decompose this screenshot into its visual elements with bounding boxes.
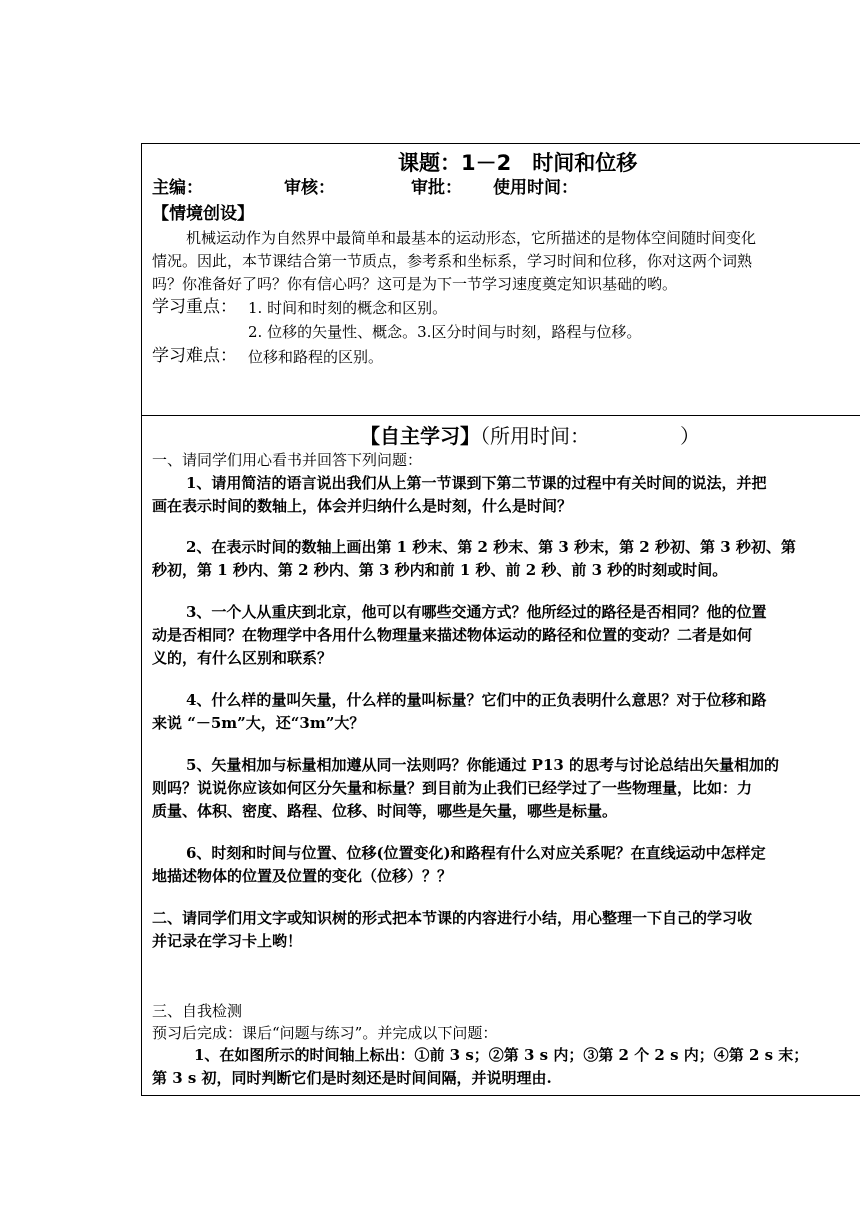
question-line: 动是否相同？在物理学中各用什么物理量来描述物体运动的路径和位置的变动？二者是如何 bbox=[152, 626, 753, 644]
self-study-time: （所用时间： ） bbox=[480, 424, 700, 448]
lesson-header-section bbox=[142, 144, 860, 416]
question-line: 画在表示时间的数轴上，体会并归纳什么是时刻，什么是时间？ bbox=[152, 497, 573, 515]
self-study-title bbox=[360, 420, 700, 449]
reviewer-label: 审核： bbox=[284, 178, 335, 198]
question-line: 质量、体积、密度、路程、位移、时间等，哪些是矢量，哪些是标量。 bbox=[152, 802, 618, 820]
intro-line: 吗？你准备好了吗？你有信心吗？这可是为下一节学习速度奠定知识基础的哟。 bbox=[152, 275, 678, 293]
part3-question-line: 第 3 s 初，同时判断它们是时刻还是时间间隔，并说明理由. bbox=[152, 1069, 552, 1087]
question-line: 2、在表示时间的数轴上画出第 1 秒末、第 2 秒末、第 3 秒末，第 2 秒初、第 3 秒初、第 bbox=[186, 538, 796, 556]
question-line: 3、一个人从重庆到北京，他可以有哪些交通方式？他所经过的路径是否相同？他的位置 bbox=[186, 603, 767, 621]
question-line: 1、请用简洁的语言说出我们从上第一节课到下第二节课的过程中有关时间的说法，并把 bbox=[186, 474, 767, 492]
lesson-title: 课题：1－2 时间和位移 bbox=[398, 151, 638, 175]
focus-item: 2. 位移的矢量性、概念。3.区分时间与时刻，路程与位移。 bbox=[248, 323, 642, 341]
intro-heading: 【情境创设】 bbox=[152, 204, 254, 224]
part2-line: 并记录在学习卡上哟！ bbox=[152, 932, 303, 950]
part3-heading: 三、自我检测 bbox=[152, 1002, 243, 1020]
lesson-sheet bbox=[141, 143, 860, 1096]
intro-line: 机械运动作为自然界中最简单和最基本的运动形态，它所描述的是物体空间随时间变化 bbox=[186, 229, 757, 247]
intro-line: 情况。因此，本节课结合第一节质点，参考系和坐标系，学习时间和位移，你对这两个词熟 bbox=[152, 252, 753, 270]
part2-line: 二、请同学们用文字或知识树的形式把本节课的内容进行小结，用心整理一下自己的学习收 bbox=[152, 909, 753, 927]
question-line: 6、时刻和时间与位置、位移(位置变化)和路程有什么对应关系呢？在直线运动中怎样定 bbox=[186, 844, 766, 862]
question-line: 义的，有什么区别和联系？ bbox=[152, 649, 333, 667]
question-line: 秒初，第 1 秒内、第 2 秒内、第 3 秒内和前 1 秒、前 2 秒、前 3 秒的时刻或时间。 bbox=[152, 561, 728, 579]
part3-question-line: 1、在如图所示的时间轴上标出：①前 3 s；②第 3 s 内；③第 2 个 2 s 内；④第 2 s 末； bbox=[194, 1046, 809, 1064]
question-line: 来说 “－5m”大，还“3m”大？ bbox=[152, 714, 365, 732]
difficulty-label: 学习难点： bbox=[152, 346, 237, 366]
usage-time-label: 使用时间： bbox=[493, 178, 578, 198]
self-study-title-bold: 【自主学习】 bbox=[360, 424, 480, 448]
question-line: 4、什么样的量叫矢量，什么样的量叫标量？它们中的正负表明什么意思？对于位移和路 bbox=[186, 691, 767, 709]
question-line: 则吗？说说你应该如何区分矢量和标量？到目前为止我们已经学过了一些物理量，比如：力 bbox=[152, 779, 753, 797]
self-study-section bbox=[142, 416, 860, 1095]
focus-item: 1. 时间和时刻的概念和区别。 bbox=[248, 299, 448, 317]
editor-label: 主编： bbox=[152, 178, 203, 198]
part1-heading: 一、请同学们用心看书并回答下列问题： bbox=[152, 451, 423, 469]
focus-label: 学习重点： bbox=[152, 297, 237, 317]
part3-intro: 预习后完成：课后“问题与练习”。并完成以下问题： bbox=[152, 1024, 498, 1042]
question-line: 地描述物体的位置及位置的变化（位移）？？ bbox=[152, 867, 453, 885]
approver-label: 审批： bbox=[411, 178, 462, 198]
question-line: 5、矢量相加与标量相加遵从同一法则吗？你能通过 P13 的思考与讨论总结出矢量相加的 bbox=[186, 756, 780, 774]
difficulty-text: 位移和路程的区别。 bbox=[248, 348, 384, 366]
